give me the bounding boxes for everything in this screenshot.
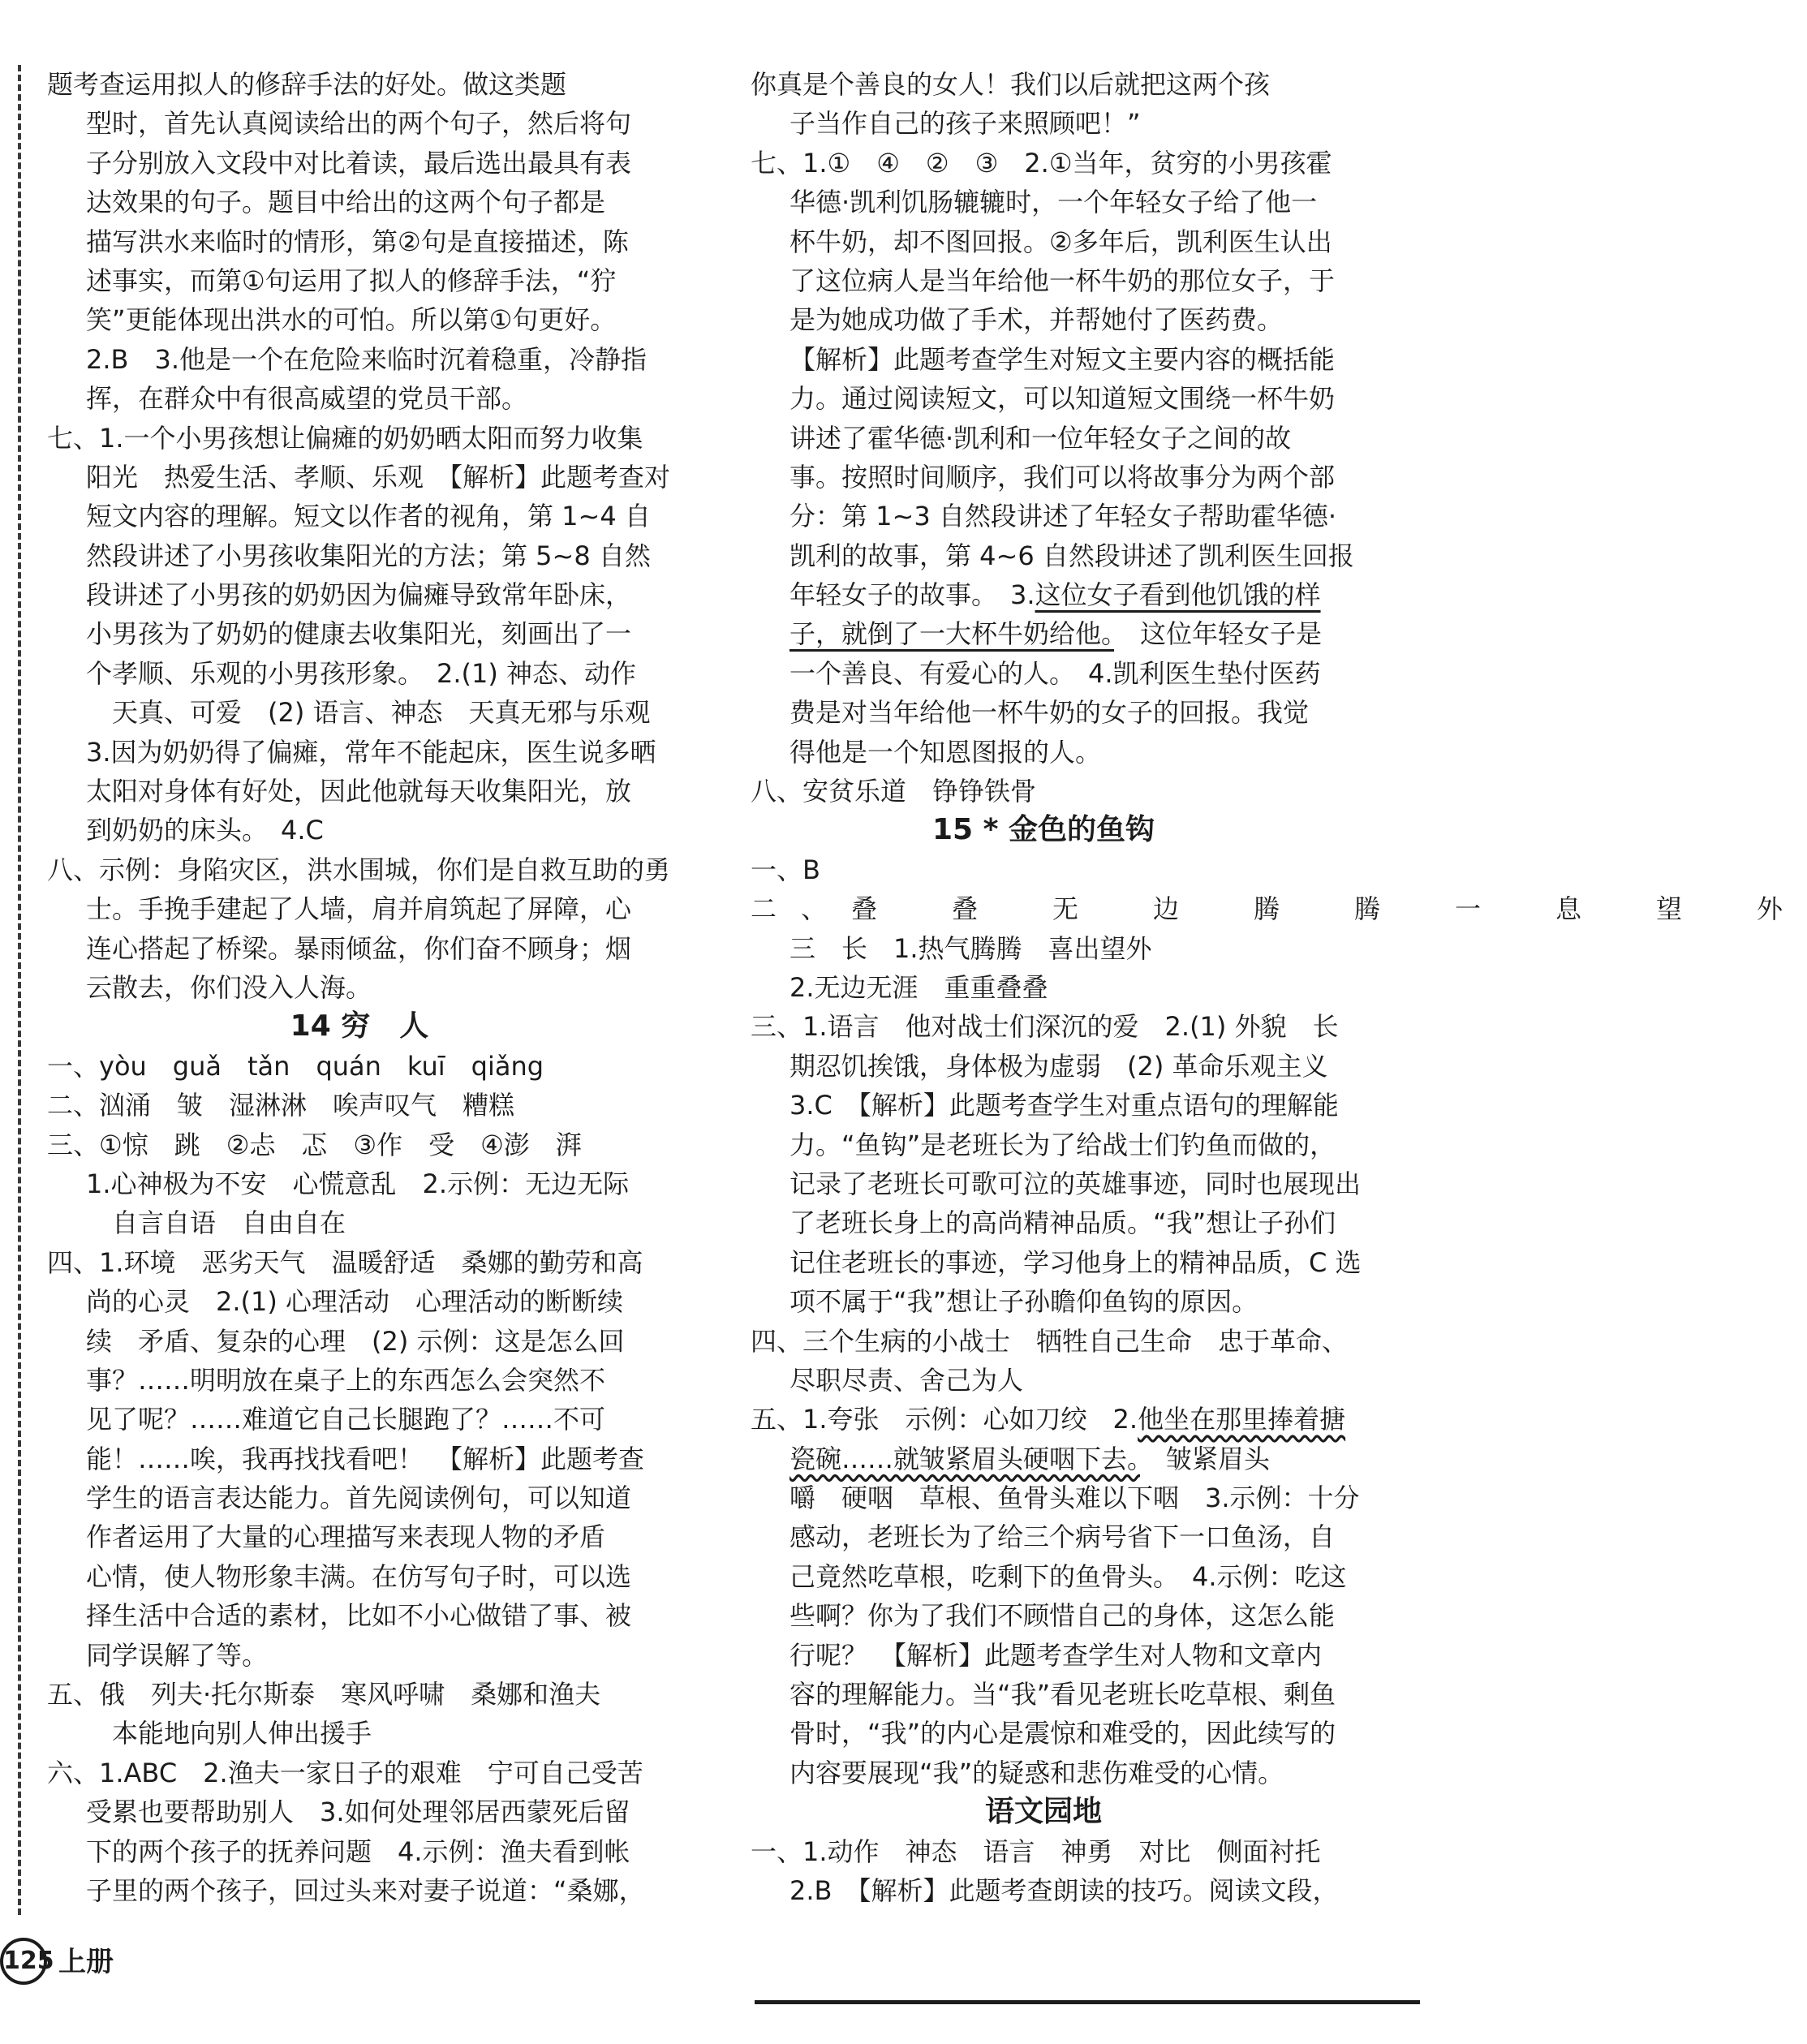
text-line: 己竟然吃草根，吃剩下的鱼骨头。 4.示例：吃这 [789,1560,1347,1592]
section-heading: 语文园地 [984,1795,1102,1829]
text-line: 本能地向别人伸出援手 [112,1718,372,1749]
text-segment: 这位年轻女子是 [1114,618,1323,650]
text-line: 七、1.一个小男孩想让偏瘫的奶奶晒太阳而努力收集 [47,422,643,454]
text-line: 项不属于“我”想让子孙瞻仰鱼钩的原因。 [789,1286,1258,1318]
text-line: 续 矛盾、复杂的心理 (2) 示例：这是怎么回 [86,1325,625,1357]
text-line: 3.因为奶奶得了偏瘫，常年不能起床，医生说多晒 [86,736,656,768]
text-line: 2.无边无涯 重重叠叠 [789,971,1048,1003]
text-line [751,575,1336,614]
text-line: 段讲述了小男孩的奶奶因为偏瘫导致常年卧床， [86,579,632,611]
text-line: 行呢？ 【解析】此题考查学生对人物和文章内 [789,1639,1323,1671]
text-line: 天真、可爱 (2) 语言、神态 天真无邪与乐观 [112,697,651,729]
text-line: 择生活中合适的素材，比如不小心做错了事、被 [86,1600,632,1632]
text-line [751,614,1336,653]
text-line: 三、1.语言 他对战士们深沉的爱 2.(1) 外貌 长 [751,1011,1339,1043]
text-line: 短文内容的理解。短文以作者的视角，第 1~4 自 [86,501,651,532]
text-line: 事。按照时间顺序，我们可以将故事分为两个部 [789,461,1336,493]
text-line: 嚼 硬咽 草根、鱼骨头难以下咽 3.示例：十分 [789,1482,1360,1514]
text-line: 四、三个生病的小战士 牺牲自己生命 忠于革命、 [751,1325,1349,1357]
wavy-underlined-answer: 他坐在那里捧着搪 [1138,1404,1346,1435]
text-line: 到奶奶的床头。 4.C [86,815,324,846]
text-line: 2.B 3.他是一个在危险来临时沉着稳重，冷静指 [86,343,648,375]
text-line: 2.B 【解析】此题考查朗读的技巧。阅读文段， [789,1874,1339,1906]
lesson-heading: 14 穷 人 [290,1009,429,1044]
text-line: 八、安贫乐道 铮铮铁骨 [751,776,1037,807]
text-line: 子里的两个孩子，回过头来对妻子说道：“桑娜， [86,1874,645,1906]
text-line: 七、1.① ④ ② ③ 2.①当年，贫穷的小男孩霍 [751,147,1332,179]
text-line: 二、叠 叠 无 边 腾 腾 一 息 望 外 [751,893,1807,925]
text-line: 尽职尽责、舍己为人 [789,1364,1024,1396]
text-line: 1.心神极为不安 心慌意乱 2.示例：无边无际 [86,1168,630,1199]
text-line: 受累也要帮助别人 3.如何处理邻居西蒙死后留 [86,1797,630,1828]
text-line: 然段讲述了小男孩收集阳光的方法；第 5~8 自然 [86,540,651,571]
text-line: 题考查运用拟人的修辞手法的好处。做这类题 [47,69,567,100]
text-line: 学生的语言表达能力。首先阅读例句，可以知道 [86,1482,632,1514]
text-line: 期忍饥挨饿，身体极为虚弱 (2) 革命乐观主义 [789,1050,1328,1082]
left-column [47,65,672,1910]
bottom-rule [755,2000,1420,2004]
binding-fold-line [18,65,21,1915]
text-line: 作者运用了大量的心理描写来表现人物的矛盾 [86,1521,606,1553]
text-line: 一、B [751,854,820,885]
text-line: 达效果的句子。题目中给出的这两个句子都是 [86,187,606,218]
text-line: 子分别放入文段中对比着读，最后选出最具有表 [86,147,632,179]
right-column [751,65,1807,1910]
underlined-answer: 子，就倒了一大杯牛奶给他。 [789,618,1115,650]
text-line: 三、①惊 跳 ②忐 忑 ③作 受 ④澎 湃 [47,1129,582,1160]
text-line: 能！……唉，我再找找看吧！ 【解析】此题考查 [86,1443,645,1474]
text-line: 子当作自己的孩子来照顾吧！” [789,108,1141,140]
text-line: 是为她成功做了手术，并帮她付了医药费。 [789,304,1284,336]
text-line: 四、1.环境 恶劣天气 温暖舒适 桑娜的勤劳和高 [47,1246,643,1278]
text-line: 士。手挽手建起了人墙，肩并肩筑起了屏障，心 [86,893,632,925]
text-line: 分：第 1~3 自然段讲述了年轻女子帮助霍华德· [789,501,1337,532]
text-line: 连心搭起了桥梁。暴雨倾盆，你们奋不顾身；烟 [86,932,632,964]
underlined-answer: 这位女子看到他饥饿的样 [1035,579,1321,611]
lesson-heading: 15 * 金色的鱼钩 [932,813,1155,847]
text-line: 阳光 热爱生活、孝顺、乐观 【解析】此题考查对 [86,461,671,493]
text-line: 杯牛奶，却不图回报。②多年后，凯利医生认出 [789,226,1332,257]
text-line: 述事实，而第①句运用了拟人的修辞手法，“狞 [86,265,617,296]
text-line: 华德·凯利饥肠辘辘时，一个年轻女子给了他一 [789,187,1318,218]
text-line: 【解析】此题考查学生对短文主要内容的概括能 [789,343,1336,375]
text-line: 记录了老班长可歌可泣的英雄事迹，同时也展现出 [789,1168,1362,1199]
wavy-underlined-answer: 瓷碗……就皱紧眉头硬咽下去。 [789,1443,1141,1474]
text-line: 一个善良、有爱心的人。 4.凯利医生垫付医药 [789,657,1321,689]
text-line: 得他是一个知恩图报的人。 [789,736,1102,768]
text-line: 三 长 1.热气腾腾 喜出望外 [789,932,1152,964]
text-line: 事？……明明放在桌子上的东西怎么会突然不 [86,1364,606,1396]
text-line: 感动，老班长为了给三个病号省下一口鱼汤，自 [789,1521,1336,1553]
text-line: 了这位病人是当年给他一杯牛奶的那位女子，于 [789,265,1336,296]
page-number-badge: 125 [0,1938,47,1985]
text-line: 凯利的故事，第 4~6 自然段讲述了凯利医生回报 [789,540,1354,571]
text-line: 见了呢？……难道它自己长腿跑了？……不可 [86,1404,606,1435]
text-line: 讲述了霍华德·凯利和一位年轻女子之间的故 [789,422,1292,454]
text-line: 下的两个孩子的抚养问题 4.示例：渔夫看到帐 [86,1835,630,1867]
text-segment: 五、1.夸张 示例：心如刀绞 2. [751,1404,1138,1435]
text-line [751,1400,1346,1439]
text-line: 些啊？你为了我们不顾惜自己的身体，这怎么能 [789,1600,1336,1632]
text-line: 力。通过阅读短文，可以知道短文围绕一杯牛奶 [789,383,1336,415]
text-line: 费是对当年给他一杯牛奶的女子的回报。我觉 [789,697,1310,729]
text-segment: 皱紧眉头 [1140,1443,1271,1474]
text-line: 六、1.ABC 2.渔夫一家日子的艰难 宁可自己受苦 [47,1757,643,1788]
text-line: 记住老班长的事迹，学习他身上的精神品质，C 选 [789,1246,1362,1278]
text-line: 你真是个善良的女人！我们以后就把这两个孩 [751,69,1271,100]
text-line: 同学误解了等。 [86,1639,269,1671]
text-line: 骨时，“我”的内心是震惊和难受的，因此续写的 [789,1718,1336,1749]
text-line: 3.C 【解析】此题考查学生对重点语句的理解能 [789,1090,1339,1121]
text-line: 小男孩为了奶奶的健康去收集阳光，刻画出了一 [86,618,632,650]
volume-label: 上册 [58,1946,114,1978]
text-line: 个孝顺、乐观的小男孩形象。 2.(1) 神态、动作 [86,657,637,689]
text-line [751,1439,1336,1478]
text-line: 尚的心灵 2.(1) 心理活动 心理活动的断断续 [86,1286,624,1318]
text-line: 容的理解能力。当“我”看见老班长吃草根、剩鱼 [789,1679,1336,1711]
text-line: 一、1.动作 神态 语言 神勇 对比 侧面衬托 [751,1835,1321,1867]
text-line: 自言自语 自由自在 [112,1207,346,1239]
text-line: 八、示例：身陷灾区，洪水围城，你们是自救互助的勇 [47,854,671,885]
text-line: 挥，在群众中有很高威望的党员干部。 [86,383,528,415]
text-line: 型时，首先认真阅读给出的两个句子，然后将句 [86,108,632,140]
text-line: 力。“鱼钩”是老班长为了给战士们钓鱼而做的， [789,1129,1336,1160]
text-line: 云散去，你们没入人海。 [86,971,372,1003]
text-line: 了老班长身上的高尚精神品质。“我”想让子孙们 [789,1207,1336,1239]
text-line: 描写洪水来临时的情形，第②句是直接描述，陈 [86,226,629,257]
text-line: 二、汹涌 皱 湿淋淋 唉声叹气 糟糕 [47,1090,515,1121]
text-line: 内容要展现“我”的疑惑和悲伤难受的心情。 [789,1757,1284,1788]
text-segment: 年轻女子的故事。 3. [789,579,1035,611]
text-line: 五、俄 列夫·托尔斯泰 寒风呼啸 桑娜和渔夫 [47,1679,601,1711]
text-line: 心情，使人物形象丰满。在仿写句子时，可以选 [86,1560,632,1592]
text-line: 笑”更能体现出洪水的可怕。所以第①句更好。 [86,304,617,336]
text-line: 一、yòu guǎ tǎn quán kuī qiǎng [47,1050,544,1082]
page-footer [0,1933,243,1998]
text-line: 太阳对身体有好处，因此他就每天收集阳光，放 [86,776,632,807]
